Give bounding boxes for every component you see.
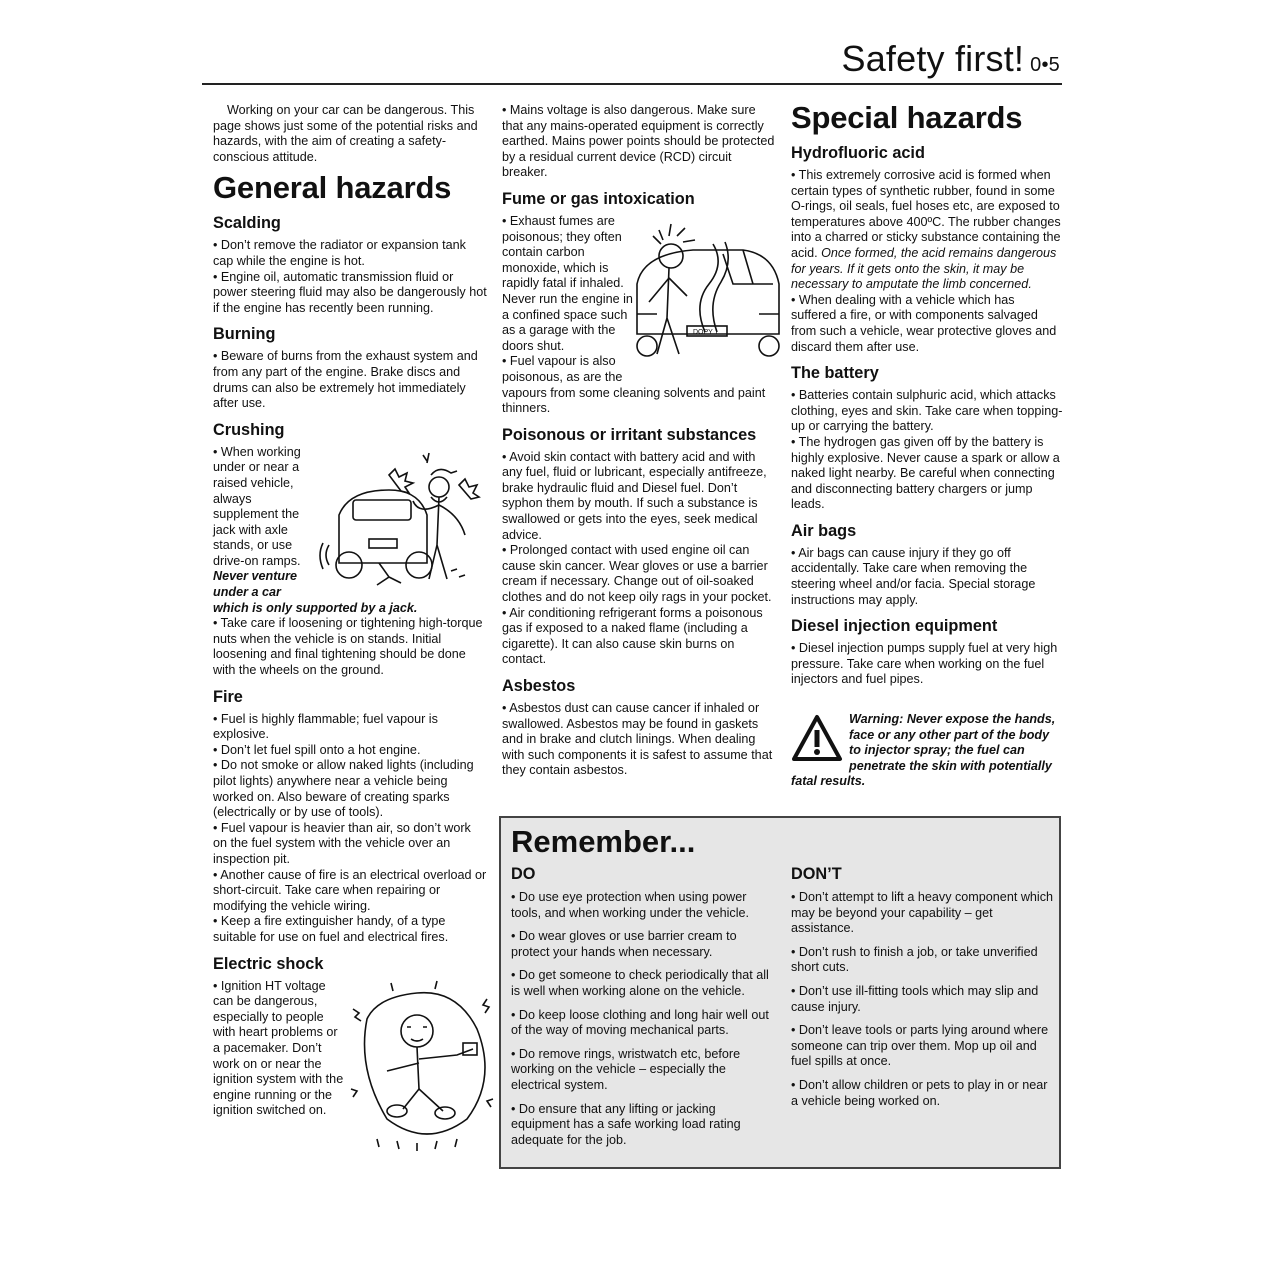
- poison-text-2: • Prolonged contact with used engine oil can cause skin cancer. Wear gloves or use a barrier cream if necessary. Change out of oil-soaked clothes and do not keep oily rags in your pocket.: [502, 543, 772, 605]
- fire-text-1: • Fuel is highly flammable; fuel vapour is explosive.: [213, 711, 438, 742]
- do-item: • Do get someone to check periodically that all is well when working alone on the vehicle.: [511, 968, 769, 998]
- battery-text-1: • Batteries contain sulphuric acid, which attacks clothing, eyes and skin. Take care when topping-up or carrying the battery.: [791, 388, 1063, 434]
- page-number: 0•5: [1030, 54, 1060, 76]
- do-item: • Do use eye protection when using power tools, and when working under the vehicle.: [511, 890, 750, 920]
- airbags-heading: Air bags: [791, 521, 857, 540]
- asbestos-text: • Asbestos dust can cause cancer if inhaled or swallowed. Asbestos may be found in gaskets and in brake and clutch linings. When dealing with such components it is safest to assume that they contain asbestos.: [502, 701, 773, 778]
- fire-text-6: • Keep a fire extinguisher handy, of a type suitable for use on fuel and electrical fires.: [213, 914, 449, 944]
- electric-text: • Ignition HT voltage can be dangerous, especially to people with heart problems or a pacemaker. Don’t work on or near the ignition system with the engine running or the ignition switched on.: [213, 978, 344, 1118]
- electric-shock-illustration: [347, 979, 497, 1155]
- fire-text-4: • Fuel vapour is heavier than air, so don’t work on the fuel system with the vehicle over an inspection pit.: [213, 820, 471, 866]
- diesel-heading: Diesel injection equipment: [791, 617, 998, 636]
- svg-text:DOPY 1: DOPY 1: [693, 328, 719, 336]
- dont-item: • Don’t leave tools or parts lying around where someone can trip over them. Mop up oil and fuel spills at once.: [791, 1023, 1049, 1069]
- dont-item: • Don’t allow children or pets to play in or near a vehicle being worked on.: [791, 1077, 1048, 1108]
- do-item: • Do ensure that any lifting or jacking equipment has a safe working load rating adequate for the job.: [511, 1101, 741, 1147]
- burning-heading: Burning: [213, 325, 276, 344]
- dont-item: • Don’t use ill-fitting tools which may slip and cause injury.: [791, 983, 1039, 1014]
- scalding-text-2: • Engine oil, automatic transmission fluid or power steering fluid may also be dangerously hot if the engine has recently been running.: [213, 269, 487, 315]
- hf-heading: Hydrofluoric acid: [791, 144, 925, 162]
- dont-item: • Don’t rush to finish a job, or take unverified short cuts.: [791, 944, 1038, 975]
- asbestos-heading: Asbestos: [502, 677, 576, 695]
- crushing-illustration: [319, 445, 487, 595]
- crushing-warning: Never venture under a car which is only supported by a jack.: [213, 569, 418, 615]
- do-item: • Do keep loose clothing and long hair well out of the way of moving mechanical parts.: [511, 1007, 769, 1038]
- hf-text-1: • This extremely corrosive acid is formed when certain types of synthetic rubber, found in some O-rings, oil seals, fuel hoses etc, are exposed to temperatures above 400ºC. The rubber changes into a charred or sticky substance containing the acid.: [791, 168, 1061, 260]
- warning-box: [791, 712, 1063, 790]
- crushing-text-2: • Take care if loosening or tightening high-torque nuts when the vehicle is on stands. Initial loosening and final tightening should be done with the wheels on the ground.: [213, 616, 483, 678]
- poison-text-1: • Avoid skin contact with battery acid and with any fuel, fluid or lubricant, especially antifreeze, brake hydraulic fluid and Diesel fuel. Don’t syphon them by mouth. If such a substance is swallowed or gets into the eyes, seek medical advice.: [502, 449, 767, 542]
- crushing-text-1: • When working under or near a raised vehicle, always supplement the jack with axle stands, or use drive-on ramps.: [213, 444, 301, 568]
- burning-text: • Beware of burns from the exhaust system and from any part of the engine. Brake discs and drums can also be extremely hot immediately after use.: [213, 349, 478, 411]
- fire-heading: Fire: [213, 687, 243, 706]
- fire-text-3: • Do not smoke or allow naked lights (including pilot lights) anywhere near a vehicle being worked on. Also beware of creating sparks (electrically or by use of tools).: [213, 758, 474, 820]
- special-hazards-title: Special hazards: [791, 100, 1023, 135]
- general-hazards-title: General hazards: [213, 170, 452, 206]
- electric-heading: Electric shock: [213, 954, 324, 973]
- intro-text: Working on your car can be dangerous. This page shows just some of the potential risks and hazards, with the aim of creating a safety-conscious attitude.: [213, 103, 478, 164]
- warning-text: Warning: Never expose the hands, face or any other part of the body to injector spray; the fuel can penetrate the skin with potentially fatal results.: [791, 712, 1056, 789]
- column-fumes-poisons: [502, 103, 775, 779]
- fire-text-2: • Don’t let fuel spill onto a hot engine.: [213, 742, 421, 757]
- mains-text: • Mains voltage is also dangerous. Make sure that any mains-operated equipment is correctly earthed. Mains power points should be protected by a residual current device (RCD) circuit breaker.: [502, 103, 775, 180]
- remember-title: Remember...: [511, 824, 696, 859]
- fumes-illustration: [633, 214, 783, 370]
- dont-list: [791, 864, 1053, 1117]
- fume-heading: Fume or gas intoxication: [502, 189, 695, 208]
- hf-warning: Once formed, the acid remains dangerous for years. If it gets onto the skin, it may be necessary to amputate the limb concerned.: [791, 245, 1057, 292]
- scalding-heading: Scalding: [213, 214, 281, 233]
- fire-text-5: • Another cause of fire is an electrical overload or short-circuit. Take care when repairing or modifying the vehicle wiring.: [213, 867, 487, 913]
- battery-text-2: • The hydrogen gas given off by the battery is highly explosive. Never cause a spark or allow a naked light nearby. Be careful when connecting and disconnecting battery chargers or jump leads.: [791, 434, 1060, 512]
- fume-text-1: • Exhaust fumes are poisonous; they often contain carbon monoxide, which is rapidly fatal if inhaled. Never run the engine in a confined space such as a garage with the doors shut.: [502, 213, 633, 353]
- header-rule: [202, 83, 1062, 85]
- dont-heading: DON’T: [791, 865, 842, 883]
- page-header: [841, 38, 1060, 80]
- poison-text-3: • Air conditioning refrigerant forms a poisonous gas if exposed to a naked flame (including a cigarette). It can also cause skin burns on contact.: [502, 605, 763, 667]
- remember-box: [499, 816, 1061, 1169]
- column-general-hazards: [213, 103, 487, 1155]
- dont-item: • Don’t attempt to lift a heavy component which may be beyond your capability – get assistance.: [791, 890, 1054, 936]
- hf-text-2: • When dealing with a vehicle which has suffered a fire, or with components salvaged from such a vehicle, wear protective gloves and discard them after use.: [791, 292, 1057, 354]
- do-list: [511, 864, 773, 1156]
- do-item: • Do remove rings, wristwatch etc, before working on the vehicle – especially the electrical system.: [511, 1046, 741, 1092]
- warning-icon: [791, 714, 843, 762]
- do-heading: DO: [511, 865, 536, 883]
- crushing-heading: Crushing: [213, 420, 285, 439]
- scalding-text-1: • Don’t remove the radiator or expansion tank cap while the engine is hot.: [213, 238, 466, 268]
- airbags-text: • Air bags can cause injury if they go off accidentally. Take care when removing the steering wheel and/or facia. Special storage instructions may apply.: [791, 545, 1036, 607]
- do-item: • Do wear gloves or use barrier cream to protect your hands when necessary.: [511, 929, 737, 959]
- battery-heading: The battery: [791, 364, 879, 383]
- column-special-hazards: [791, 101, 1063, 688]
- fume-text-2: • Fuel vapour is also poisonous, as are the vapours from some cleaning solvents and paint thinners.: [502, 354, 766, 416]
- page-title: Safety first!: [841, 38, 1025, 79]
- poison-heading: Poisonous or irritant substances: [502, 425, 757, 444]
- diesel-text: • Diesel injection pumps supply fuel at very high pressure. Take care when working on the fuel injectors and fuel pipes.: [791, 641, 1058, 687]
